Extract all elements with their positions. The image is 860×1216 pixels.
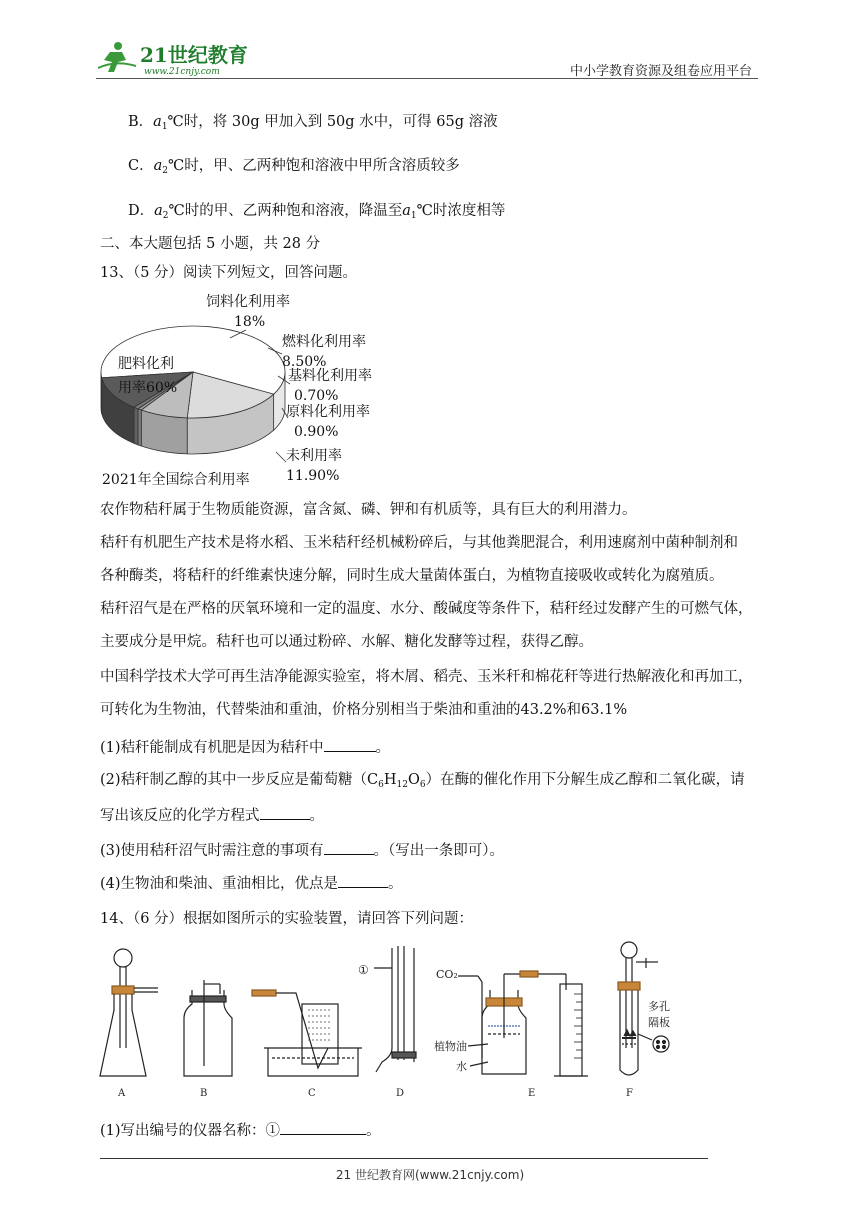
pie-value-4: 0.90%: [294, 424, 339, 440]
paragraph-4a: 中国科学技术大学可再生洁净能源实验室，将木屑、稻壳、玉米秆和棉花秆等进行热解液化和再加工，: [100, 669, 753, 685]
pie-value-5: 11.90%: [286, 468, 340, 484]
q13-title: 13、（5 分）阅读下列短文，回答问题。: [100, 265, 358, 281]
q14-title: 14、（6 分）根据如图所示的实验装置，请回答下列问题：: [100, 911, 474, 927]
svg-text:CO₂: CO₂: [436, 968, 458, 981]
svg-text:D: D: [396, 1088, 405, 1099]
paragraph-4b: 可转化为生物油，代替柴油和重油，价格分别相当于柴油和重油的43.2%和63.1%: [100, 702, 628, 718]
svg-text:F: F: [626, 1088, 633, 1099]
svg-text:A: A: [118, 1088, 126, 1099]
site-logo: [96, 38, 266, 78]
svg-text:C: C: [308, 1088, 316, 1099]
pie-title: 2021年全国综合利用率: [102, 472, 250, 488]
pie-label-5: 未利用率: [286, 448, 342, 464]
svg-text:①: ①: [358, 963, 369, 977]
pie-label-4: 原料化利用率: [286, 404, 370, 420]
apparatus-b: [184, 980, 232, 1099]
pie-side-4: [134, 407, 138, 445]
answer-blank[interactable]: [280, 1120, 366, 1135]
pie-side-3: [138, 409, 141, 446]
paragraph-3a: 秸秆沼气是在严格的厌氧环境和一定的温度、水分、酸碱度等条件下，秸秆经过发酵产生的可燃气体，: [100, 601, 753, 617]
pie-value-0: 用率60%: [118, 380, 178, 396]
pie-value-1: 18%: [234, 314, 266, 330]
pie-label-3: 基料化利用率: [288, 368, 372, 384]
option-d: D．$a_2℃$时的甲、乙两种饱和溶液，降温至$a_1℃$时浓度相等: [128, 203, 506, 221]
pie-label-2: 燃料化利用率: [282, 334, 366, 350]
answer-blank[interactable]: [260, 805, 310, 820]
apparatus-a: [100, 949, 158, 1099]
svg-text:www.21cnjy.com: www.21cnjy.com: [144, 67, 220, 77]
footer-text: 21 世纪教育网(www.21cnjy.com): [335, 1168, 525, 1182]
svg-text:隔板: 隔板: [648, 1016, 670, 1029]
paragraph-3b: 主要成分是甲烷。秸秆也可以通过粉碎、水解、糖化发酵等过程，获得乙醇。: [100, 634, 593, 650]
option-c: C．$a_2℃$时，甲、乙两种饱和溶液中甲所含溶质较多: [128, 158, 460, 176]
apparatus-diagram: [96, 938, 696, 1100]
pie-value-3: 0.70%: [294, 388, 339, 404]
svg-text:多孔: 多孔: [648, 1000, 670, 1013]
q13-sub4: (4)生物油和柴油、重油相比，优点是 。: [100, 873, 403, 894]
header-divider: [96, 78, 758, 79]
q13-sub2: (2)秸秆制乙醇的其中一步反应是葡萄糖$(C_6H_{12}O_6)$在酶的催化作用下分解生成乙醇和二氧化碳，请: [100, 772, 745, 790]
footer-divider: [100, 1158, 708, 1159]
svg-text:B: B: [200, 1088, 208, 1099]
answer-blank[interactable]: [324, 840, 374, 855]
apparatus-c: [252, 990, 362, 1099]
q14-sub1: (1)写出编号的仪器名称：① 。: [100, 1120, 381, 1141]
q13-sub3: (3)使用秸秆沼气时需注意的事项有 。（写出一条即可）。: [100, 840, 504, 861]
q13-sub1: (1)秸秆能制成有机肥是因为秸秆中 。: [100, 737, 390, 758]
apparatus-f: [618, 942, 670, 1099]
pie-label-0: 肥料化利: [118, 356, 174, 372]
q13-sub2-cont: 写出该反应的化学方程式 。: [100, 805, 324, 826]
paragraph-2a: 秸秆有机肥生产技术是将水稻、玉米秸秆经机械粉碎后，与其他粪肥混合，利用速腐剂中菌种制剂和: [100, 535, 738, 551]
answer-blank[interactable]: [324, 737, 376, 752]
section-heading: 二、本大题包括 5 小题，共 28 分: [100, 236, 321, 252]
svg-text:水: 水: [456, 1060, 467, 1073]
pie-label-1: 饲料化利用率: [206, 294, 290, 310]
answer-blank[interactable]: [338, 873, 388, 888]
apparatus-d: [358, 946, 416, 1099]
paragraph-1: 农作物秸秆属于生物质能资源，富含氮、磷、钾和有机质等，具有巨大的利用潜力。: [100, 502, 637, 518]
pie-value-2: 8.50%: [282, 354, 327, 370]
svg-text:E: E: [528, 1088, 536, 1099]
option-b: B．$a_1℃$时，将 30g 甲加入到 50g 水中，可得 65g 溶液: [128, 114, 498, 132]
header-platform-text: 中小学教育资源及组卷应用平台: [569, 64, 752, 79]
pie-chart: [96, 290, 396, 490]
paragraph-2b: 各种酶类，将秸秆的纤维素快速分解，同时生成大量菌体蛋白，为植物直接吸收或转化为腐殖质。: [100, 568, 724, 584]
pie-leader-5: [276, 452, 286, 462]
svg-text:21世纪教育: 21世纪教育: [140, 43, 248, 67]
runner-icon: [98, 42, 136, 72]
apparatus-e: [434, 968, 588, 1099]
svg-text:植物油: 植物油: [434, 1040, 467, 1053]
